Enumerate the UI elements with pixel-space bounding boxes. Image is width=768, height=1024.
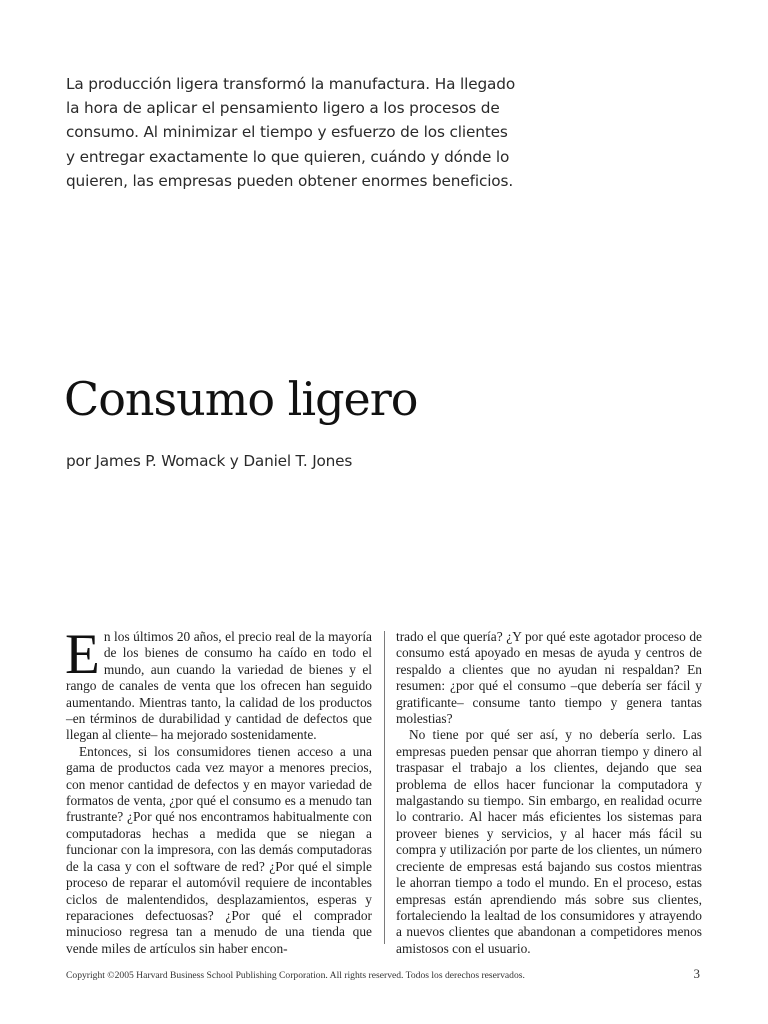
article-deck: La producción ligera transformó la manufactura. Ha llegado la hora de aplicar el pensamiento ligero a los procesos de consumo. Al minimizar el tiempo y esfuerzo de los clientes y entregar exactamente lo que quieren, cuándo y dónde lo quieren, las empresas pueden obtener enormes beneficios. bbox=[66, 75, 516, 190]
drop-cap: E bbox=[65, 623, 100, 686]
column-divider bbox=[384, 631, 385, 944]
page-number: 3 bbox=[693, 966, 700, 981]
article-paragraph: trado el que quería? ¿Y por qué este agotador proceso de consumo está apoyado en mesas de ayuda y centros de respaldo a clientes que no ayudan ni respaldan? En resumen: ¿por qué el consumo –que debería ser fácil y gratificante– consume tanto tiempo y genera tantas molestias? bbox=[396, 629, 702, 727]
article-column-left bbox=[65, 623, 372, 957]
paragraph-text: n los últimos 20 años, el precio real de la mayoría de los bienes de consumo ha caído en todo el mundo, aun cuando la variedad de bienes y el rango de canales de venta que los ofrecen han seguido aumentando. Mientras tanto, la calidad de los productos –en términos de durabilidad y cantidad de defectos que llegan al cliente– ha mejorado sostenidamente. bbox=[66, 629, 372, 743]
copyright-notice: Copyright ©2005 Harvard Business School Publishing Corporation. All rights reserved. Todos los derechos reservados. bbox=[66, 970, 525, 981]
article-title: Consumo ligero bbox=[64, 372, 418, 426]
article-byline: por James P. Womack y Daniel T. Jones bbox=[66, 452, 353, 470]
article-paragraph: No tiene por qué ser así, y no debería serlo. Las empresas pueden pensar que ahorran tiempo y dinero al traspasar el trabajo a los clientes, dejando que sea problema de ellos hacer funcionar la computadora y malgastando su tiempo. Sin embargo, en realidad ocurre lo contrario. Al hacer más eficientes los sistemas para proveer bienes y servicios, y al hacer más fácil su compra y utilización por parte de los clientes, un número creciente de empresas está bajando sus costos mientras le ahorran tiempo a todo el mundo. En el proceso, estas empresas están aprendiendo más sobre sus clientes, fortaleciendo la lealtad de los consumidores y atrayendo a nuevos clientes que abandonan a competidores menos amistosos con el usuario. bbox=[396, 727, 702, 956]
article-paragraph bbox=[65, 623, 372, 744]
article-column-right bbox=[396, 629, 702, 957]
article-paragraph: Entonces, si los consumidores tienen acceso a una gama de productos cada vez mayor a menores precios, con menor cantidad de defectos y en mayor variedad de formatos de venta, ¿por qué el consumo es a menudo tan frustrante? ¿Por qué nos encontramos habitualmente con computadoras hechas a medida que se niegan a funcionar con la impresora, con las demás computadoras de la casa y con el software de red? ¿Por qué el simple proceso de reparar el automóvil requiere de incontables ciclos de malentendidos, desplazamientos, esperas y reparaciones defectuosas? ¿Por qué el comprador minucioso regresa tan a menudo de una tienda que vende miles de artículos sin haber encon- bbox=[66, 743, 372, 956]
